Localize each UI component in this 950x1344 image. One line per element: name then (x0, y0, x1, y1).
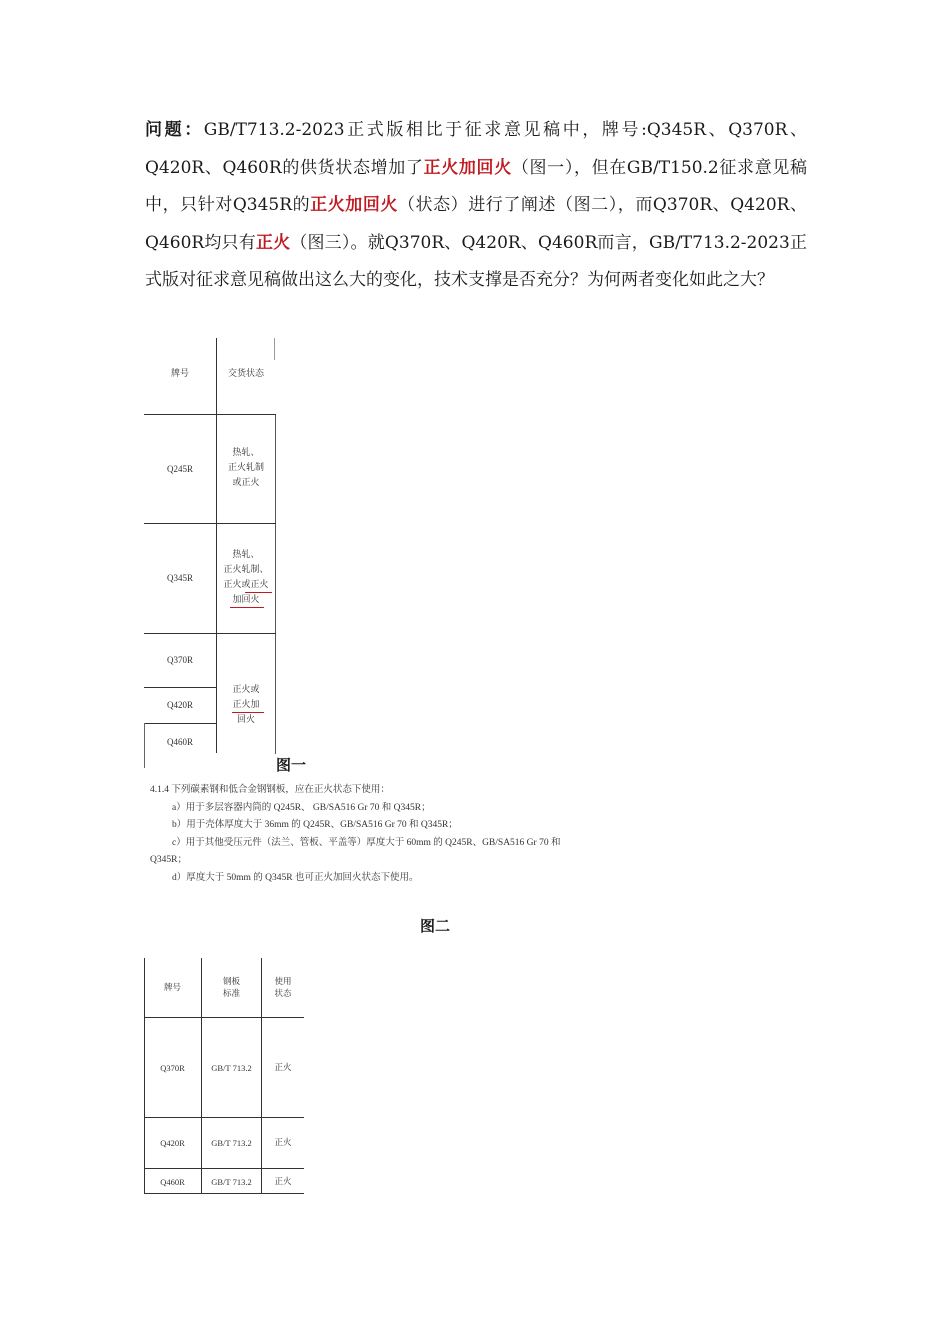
figure1-header-grade: 牌号 (170, 369, 189, 379)
figure1-header-rule (144, 414, 276, 415)
highlight-normalize-temper-2: 正火加回火 (310, 195, 398, 215)
figure1-edge (274, 338, 275, 360)
state-line: 正火或正火 (223, 580, 269, 590)
clause-heading: 4.1.4 下列碳素钢和低合金钢钢板，应在正火状态下使用： (150, 785, 390, 795)
header-line: 钢板 (222, 977, 240, 987)
figure1-grade-q460r: Q460R (166, 737, 193, 747)
red-underline (230, 607, 264, 608)
figure1-header-state: 交货状态 (227, 369, 264, 379)
question-paragraph (145, 112, 807, 300)
figure1-grade-q420r: Q420R (166, 700, 193, 710)
highlight-normalize-temper-1: 正火加回火 (423, 157, 512, 178)
highlight-normalize: 正火 (255, 232, 291, 253)
figure3-grade-q420r: Q420R (160, 1138, 185, 1148)
state-line: 热轧、 (232, 448, 260, 458)
figure3-grade-q460r: Q460R (160, 1177, 185, 1187)
figure1-state-q345r (217, 548, 275, 608)
clause-item-d: d）厚度大于 50mm 的 Q345R 也可正火加回火状态下使用。 (172, 872, 419, 883)
figure3-standard-q370r: GB/T 713.2 (211, 1063, 252, 1073)
figure3-header-rule (144, 1017, 304, 1018)
question-label: 问题： (145, 120, 204, 140)
figure3-row-rule (144, 1168, 304, 1169)
figure3-header-state (262, 976, 304, 1000)
figure3-standard-q460r: GB/T 713.2 (211, 1177, 252, 1187)
figure3-header-standard (202, 976, 261, 1000)
question-text-4: （图三）。就Q370R、Q420R、Q460R而言，GB/T713.2-2023正式版对征求意见稿做出这么大的变化，技术支撑是否充分？为何两者变化如此之大？ (145, 232, 807, 290)
header-line: 标准 (222, 989, 240, 999)
figure1-row-rule (144, 687, 217, 688)
state-line: 加回火 (232, 595, 260, 605)
figure1-caption: 图一 (276, 756, 307, 774)
question-text-2: （图一），但在GB/T150.2征求意见稿中，只针对Q345R的 (145, 157, 808, 215)
state-line: 回火 (236, 715, 255, 725)
figure3-state-q460r: 正火 (274, 1177, 292, 1187)
state-line: 正火加 (232, 700, 260, 710)
figure1-grade-q370r: Q370R (166, 655, 193, 665)
figure1-row-rule (144, 723, 217, 724)
state-line: 正火或 (232, 685, 260, 695)
question-text-1: GB/T713.2-2023正式版相比于征求意见稿中，牌号:Q345R、Q370R、Q420R、Q460R的供货状态增加了 (145, 120, 808, 178)
figure3-table (144, 958, 304, 1194)
clause-item-a: a）用于多层容器内筒的 Q245R、 GB/SA516 Gr 70 和 Q345R； (172, 802, 431, 813)
figure3-row-rule (144, 1117, 304, 1118)
figure1-table (144, 338, 276, 768)
figure1-edge-right (275, 414, 276, 754)
red-underline (232, 712, 264, 713)
clause-item-c: c）用于其他受压元件（法兰、管板、平盖等）厚度大于 60mm 的 Q245R、GB/SA516 Gr 70 和 (172, 837, 561, 848)
figure1-row-rule (144, 523, 276, 524)
header-line: 使用 (274, 977, 292, 987)
clause-item-c-cont: Q345R； (150, 855, 187, 865)
figure3-standard-q420r: GB/T 713.2 (211, 1138, 252, 1148)
question-text-3: （状态）进行了阐述（图二），而Q370R、Q420R、Q460R均只有 (145, 195, 807, 253)
clause-item-b: b）用于壳体厚度大于 36mm 的 Q245R、GB/SA516 Gr 70 和 Q345R； (172, 820, 458, 830)
header-line: 状态 (274, 989, 292, 999)
figure2-clause (150, 782, 630, 887)
figure3-state-q420r: 正火 (274, 1138, 292, 1148)
state-line: 或正火 (232, 478, 260, 488)
figure1-grade-q245r: Q245R (166, 464, 193, 474)
state-line: 正火轧制 (227, 463, 264, 473)
state-line: 正火轧制、 (223, 565, 269, 575)
state-line: 热轧、 (232, 550, 260, 560)
figure1-state-q245r (217, 446, 275, 491)
figure1-row-rule (144, 633, 276, 634)
figure3-bottom-rule (144, 1193, 304, 1194)
figure3-state-q370r: 正火 (274, 1063, 292, 1073)
figure3-grade-q370r: Q370R (160, 1063, 185, 1073)
figure1-state-merged (217, 683, 275, 728)
figure1-grade-q345r: Q345R (166, 573, 193, 583)
figure2-caption: 图二 (420, 917, 451, 935)
figure3-header-grade: 牌号 (163, 983, 181, 993)
red-underline (245, 592, 272, 593)
